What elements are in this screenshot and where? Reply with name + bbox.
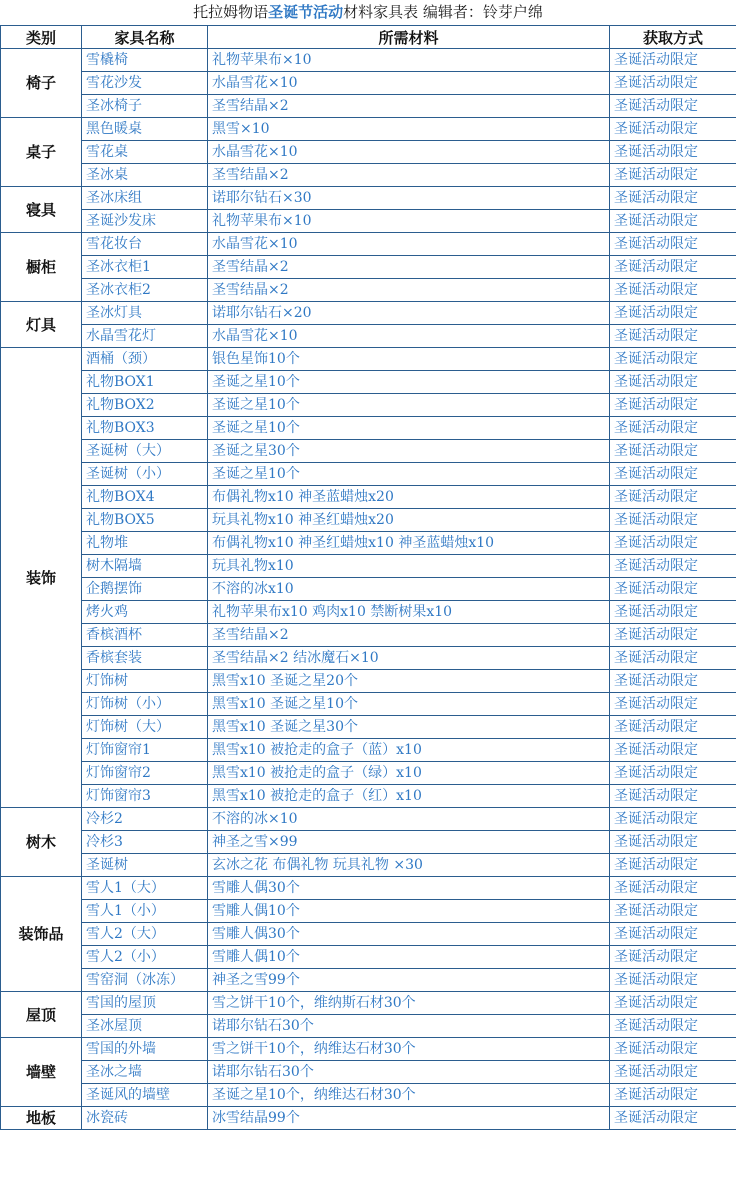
category-cell: 桌子	[1, 118, 82, 187]
furniture-name-cell: 礼物BOX3	[82, 417, 208, 440]
materials-cell: 水晶雪花×10	[208, 325, 610, 348]
materials-cell: 圣诞之星10个	[208, 463, 610, 486]
materials-cell: 圣诞之星10个	[208, 417, 610, 440]
table-row	[1, 1015, 736, 1038]
materials-cell: 银色星饰10个	[208, 348, 610, 371]
table-row	[1, 394, 736, 417]
furniture-name-cell: 雪国的屋顶	[82, 992, 208, 1015]
source-cell: 圣诞活动限定	[610, 900, 736, 923]
table-header-row	[1, 26, 736, 49]
title-prefix: 托拉姆物语	[193, 3, 269, 21]
materials-cell: 雪雕人偶10个	[208, 946, 610, 969]
furniture-name-cell: 圣诞风的墙壁	[82, 1084, 208, 1107]
materials-cell: 黑雪×10	[208, 118, 610, 141]
furniture-name-cell: 雪橇椅	[82, 49, 208, 72]
furniture-name-cell: 香槟套装	[82, 647, 208, 670]
table-row	[1, 1107, 736, 1130]
furniture-name-cell: 灯饰树	[82, 670, 208, 693]
furniture-name-cell: 酒桶（颈）	[82, 348, 208, 371]
source-cell: 圣诞活动限定	[610, 831, 736, 854]
furniture-name-cell: 雪人1（大）	[82, 877, 208, 900]
source-cell: 圣诞活动限定	[610, 118, 736, 141]
table-body	[1, 49, 736, 1130]
furniture-name-cell: 雪花桌	[82, 141, 208, 164]
furniture-name-cell: 圣诞树（小）	[82, 463, 208, 486]
table-row	[1, 739, 736, 762]
materials-cell: 圣诞之星10个，纳维达石材30个	[208, 1084, 610, 1107]
category-cell: 装饰	[1, 348, 82, 808]
materials-cell: 雪之饼干10个，维纳斯石材30个	[208, 992, 610, 1015]
table-row	[1, 325, 736, 348]
source-cell: 圣诞活动限定	[610, 555, 736, 578]
source-cell: 圣诞活动限定	[610, 486, 736, 509]
furniture-name-cell: 礼物BOX1	[82, 371, 208, 394]
furniture-name-cell: 礼物BOX2	[82, 394, 208, 417]
table-row	[1, 72, 736, 95]
table-row	[1, 1084, 736, 1107]
furniture-name-cell: 圣冰椅子	[82, 95, 208, 118]
table-row	[1, 831, 736, 854]
materials-cell: 诺耶尔钻石×30	[208, 187, 610, 210]
source-cell: 圣诞活动限定	[610, 325, 736, 348]
source-cell: 圣诞活动限定	[610, 164, 736, 187]
table-row	[1, 923, 736, 946]
source-cell: 圣诞活动限定	[610, 72, 736, 95]
source-cell: 圣诞活动限定	[610, 463, 736, 486]
table-row	[1, 532, 736, 555]
materials-cell: 黑雪x10 圣诞之星30个	[208, 716, 610, 739]
source-cell: 圣诞活动限定	[610, 1015, 736, 1038]
source-cell: 圣诞活动限定	[610, 256, 736, 279]
source-cell: 圣诞活动限定	[610, 969, 736, 992]
table-row	[1, 1061, 736, 1084]
materials-cell: 水晶雪花×10	[208, 72, 610, 95]
materials-cell: 玩具礼物x10 神圣红蜡烛x20	[208, 509, 610, 532]
source-cell: 圣诞活动限定	[610, 302, 736, 325]
table-row	[1, 578, 736, 601]
source-cell: 圣诞活动限定	[610, 348, 736, 371]
furniture-name-cell: 礼物BOX5	[82, 509, 208, 532]
table-row	[1, 808, 736, 831]
furniture-name-cell: 冷杉2	[82, 808, 208, 831]
category-cell: 橱柜	[1, 233, 82, 302]
source-cell: 圣诞活动限定	[610, 210, 736, 233]
materials-cell: 黑雪x10 被抢走的盒子（绿）x10	[208, 762, 610, 785]
materials-cell: 不溶的冰×10	[208, 808, 610, 831]
table-row	[1, 785, 736, 808]
furniture-name-cell: 灯饰树（小）	[82, 693, 208, 716]
source-cell: 圣诞活动限定	[610, 762, 736, 785]
source-cell: 圣诞活动限定	[610, 187, 736, 210]
furniture-name-cell: 圣诞树（大）	[82, 440, 208, 463]
furniture-name-cell: 灯饰窗帘3	[82, 785, 208, 808]
source-cell: 圣诞活动限定	[610, 716, 736, 739]
source-cell: 圣诞活动限定	[610, 624, 736, 647]
table-row	[1, 371, 736, 394]
table-row	[1, 486, 736, 509]
source-cell: 圣诞活动限定	[610, 923, 736, 946]
table-row	[1, 141, 736, 164]
title-suffix: 材料家具表 编辑者：铃芽户绵	[343, 3, 543, 21]
source-cell: 圣诞活动限定	[610, 670, 736, 693]
source-cell: 圣诞活动限定	[610, 95, 736, 118]
table-row	[1, 693, 736, 716]
table-row	[1, 440, 736, 463]
table-row	[1, 118, 736, 141]
table-row	[1, 969, 736, 992]
materials-cell: 诺耶尔钻石×20	[208, 302, 610, 325]
materials-cell: 礼物苹果布×10	[208, 210, 610, 233]
materials-cell: 圣雪结晶×2	[208, 95, 610, 118]
source-cell: 圣诞活动限定	[610, 601, 736, 624]
table-row	[1, 716, 736, 739]
table-row	[1, 256, 736, 279]
materials-cell: 圣诞之星30个	[208, 440, 610, 463]
header-category: 类别	[1, 26, 82, 49]
furniture-name-cell: 雪人2（大）	[82, 923, 208, 946]
source-cell: 圣诞活动限定	[610, 693, 736, 716]
table-row	[1, 877, 736, 900]
header-furniture-name: 家具名称	[82, 26, 208, 49]
table-row	[1, 509, 736, 532]
category-cell: 装饰品	[1, 877, 82, 992]
source-cell: 圣诞活动限定	[610, 279, 736, 302]
materials-cell: 雪雕人偶10个	[208, 900, 610, 923]
title-highlight: 圣诞节活动	[268, 3, 344, 21]
materials-cell: 布偶礼物x10 神圣蓝蜡烛x20	[208, 486, 610, 509]
table-row	[1, 302, 736, 325]
furniture-name-cell: 雪人2（小）	[82, 946, 208, 969]
source-cell: 圣诞活动限定	[610, 1084, 736, 1107]
table-row	[1, 647, 736, 670]
furniture-name-cell: 雪花沙发	[82, 72, 208, 95]
source-cell: 圣诞活动限定	[610, 49, 736, 72]
materials-cell: 雪雕人偶30个	[208, 877, 610, 900]
header-source: 获取方式	[610, 26, 736, 49]
materials-cell: 圣诞之星10个	[208, 371, 610, 394]
table-row	[1, 601, 736, 624]
table-row	[1, 233, 736, 256]
table-row	[1, 348, 736, 371]
source-cell: 圣诞活动限定	[610, 1038, 736, 1061]
source-cell: 圣诞活动限定	[610, 808, 736, 831]
source-cell: 圣诞活动限定	[610, 785, 736, 808]
materials-cell: 水晶雪花×10	[208, 141, 610, 164]
materials-cell: 圣雪结晶×2	[208, 624, 610, 647]
furniture-name-cell: 礼物堆	[82, 532, 208, 555]
materials-cell: 礼物苹果布×10	[208, 49, 610, 72]
materials-cell: 神圣之雪×99	[208, 831, 610, 854]
category-cell: 地板	[1, 1107, 82, 1130]
furniture-materials-table	[0, 25, 736, 1130]
source-cell: 圣诞活动限定	[610, 141, 736, 164]
table-row	[1, 762, 736, 785]
table-row	[1, 279, 736, 302]
table-row	[1, 555, 736, 578]
furniture-name-cell: 圣诞树	[82, 854, 208, 877]
furniture-name-cell: 灯饰窗帘2	[82, 762, 208, 785]
source-cell: 圣诞活动限定	[610, 739, 736, 762]
table-row	[1, 463, 736, 486]
table-row	[1, 187, 736, 210]
materials-cell: 玩具礼物x10	[208, 555, 610, 578]
furniture-name-cell: 圣冰衣柜1	[82, 256, 208, 279]
furniture-name-cell: 雪国的外墙	[82, 1038, 208, 1061]
table-row	[1, 164, 736, 187]
source-cell: 圣诞活动限定	[610, 371, 736, 394]
furniture-name-cell: 圣冰衣柜2	[82, 279, 208, 302]
furniture-name-cell: 雪花妆台	[82, 233, 208, 256]
materials-cell: 圣雪结晶×2	[208, 164, 610, 187]
furniture-name-cell: 水晶雪花灯	[82, 325, 208, 348]
furniture-name-cell: 灯饰树（大）	[82, 716, 208, 739]
source-cell: 圣诞活动限定	[610, 992, 736, 1015]
furniture-name-cell: 冰瓷砖	[82, 1107, 208, 1130]
table-row	[1, 49, 736, 72]
category-cell: 墙壁	[1, 1038, 82, 1107]
materials-cell: 黑雪x10 被抢走的盒子（蓝）x10	[208, 739, 610, 762]
materials-cell: 雪雕人偶30个	[208, 923, 610, 946]
source-cell: 圣诞活动限定	[610, 647, 736, 670]
furniture-name-cell: 礼物BOX4	[82, 486, 208, 509]
source-cell: 圣诞活动限定	[610, 1061, 736, 1084]
materials-cell: 圣雪结晶×2	[208, 256, 610, 279]
furniture-name-cell: 黑色暖桌	[82, 118, 208, 141]
materials-cell: 水晶雪花×10	[208, 233, 610, 256]
materials-cell: 诺耶尔钻石30个	[208, 1061, 610, 1084]
materials-cell: 圣雪结晶×2 结冰魔石×10	[208, 647, 610, 670]
table-row	[1, 854, 736, 877]
header-materials: 所需材料	[208, 26, 610, 49]
furniture-name-cell: 企鹅摆饰	[82, 578, 208, 601]
category-cell: 寝具	[1, 187, 82, 233]
category-cell: 椅子	[1, 49, 82, 118]
materials-cell: 玄冰之花 布偶礼物 玩具礼物 ×30	[208, 854, 610, 877]
furniture-name-cell: 冷杉3	[82, 831, 208, 854]
furniture-name-cell: 圣冰屋顶	[82, 1015, 208, 1038]
materials-cell: 黑雪x10 被抢走的盒子（红）x10	[208, 785, 610, 808]
table-row	[1, 670, 736, 693]
furniture-name-cell: 雪窑洞（冰冻）	[82, 969, 208, 992]
source-cell: 圣诞活动限定	[610, 1107, 736, 1130]
source-cell: 圣诞活动限定	[610, 509, 736, 532]
table-row	[1, 210, 736, 233]
source-cell: 圣诞活动限定	[610, 532, 736, 555]
source-cell: 圣诞活动限定	[610, 417, 736, 440]
materials-cell: 不溶的冰x10	[208, 578, 610, 601]
table-row	[1, 946, 736, 969]
source-cell: 圣诞活动限定	[610, 578, 736, 601]
materials-cell: 黑雪x10 圣诞之星20个	[208, 670, 610, 693]
table-row	[1, 95, 736, 118]
source-cell: 圣诞活动限定	[610, 440, 736, 463]
category-cell: 灯具	[1, 302, 82, 348]
category-cell: 屋顶	[1, 992, 82, 1038]
furniture-name-cell: 雪人1（小）	[82, 900, 208, 923]
furniture-name-cell: 圣冰桌	[82, 164, 208, 187]
furniture-name-cell: 圣诞沙发床	[82, 210, 208, 233]
table-row	[1, 900, 736, 923]
table-row	[1, 624, 736, 647]
furniture-name-cell: 圣冰灯具	[82, 302, 208, 325]
materials-cell: 布偶礼物x10 神圣红蜡烛x10 神圣蓝蜡烛x10	[208, 532, 610, 555]
materials-cell: 诺耶尔钻石30个	[208, 1015, 610, 1038]
materials-cell: 礼物苹果布x10 鸡肉x10 禁断树果x10	[208, 601, 610, 624]
furniture-name-cell: 烤火鸡	[82, 601, 208, 624]
source-cell: 圣诞活动限定	[610, 946, 736, 969]
source-cell: 圣诞活动限定	[610, 877, 736, 900]
furniture-name-cell: 灯饰窗帘1	[82, 739, 208, 762]
materials-cell: 雪之饼干10个，纳维达石材30个	[208, 1038, 610, 1061]
table-row	[1, 992, 736, 1015]
source-cell: 圣诞活动限定	[610, 854, 736, 877]
materials-cell: 神圣之雪99个	[208, 969, 610, 992]
furniture-name-cell: 圣冰床组	[82, 187, 208, 210]
furniture-name-cell: 香槟酒杯	[82, 624, 208, 647]
source-cell: 圣诞活动限定	[610, 394, 736, 417]
materials-cell: 黑雪x10 圣诞之星10个	[208, 693, 610, 716]
table-row	[1, 1038, 736, 1061]
furniture-name-cell: 圣冰之墙	[82, 1061, 208, 1084]
materials-cell: 圣诞之星10个	[208, 394, 610, 417]
table-row	[1, 417, 736, 440]
category-cell: 树木	[1, 808, 82, 877]
materials-cell: 冰雪结晶99个	[208, 1107, 610, 1130]
furniture-name-cell: 树木隔墙	[82, 555, 208, 578]
materials-cell: 圣雪结晶×2	[208, 279, 610, 302]
source-cell: 圣诞活动限定	[610, 233, 736, 256]
document-title	[0, 0, 736, 25]
